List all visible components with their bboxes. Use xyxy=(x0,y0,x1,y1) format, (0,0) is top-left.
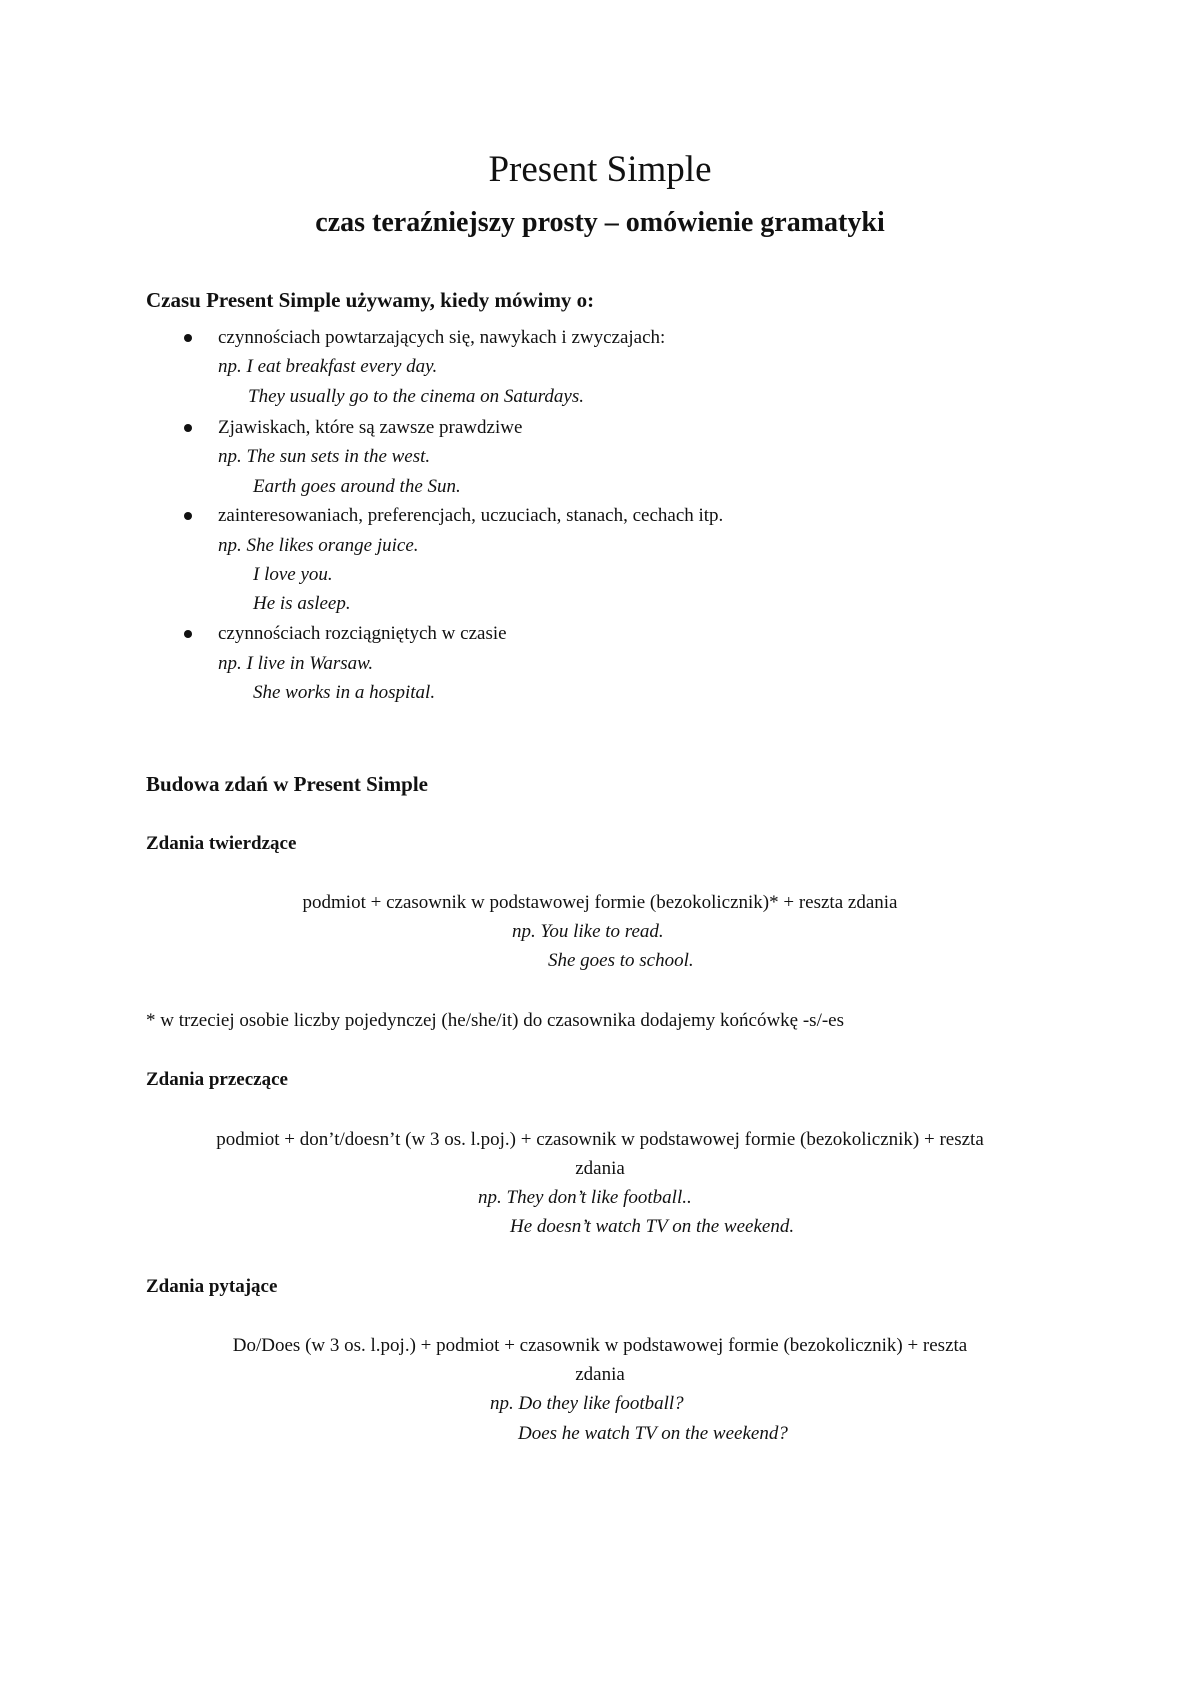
usage-item-3-example-3: He is asleep. xyxy=(253,593,351,614)
usage-item-2-example-1: np. The sun sets in the west. xyxy=(218,446,431,467)
usage-item-4-example-2: She works in a hospital. xyxy=(253,682,436,703)
affirmative-example-1: np. You like to read. xyxy=(512,921,664,942)
structure-heading: Budowa zdań w Present Simple xyxy=(146,772,428,796)
affirmative-heading: Zdania twierdzące xyxy=(146,833,297,854)
question-example-2: Does he watch TV on the weekend? xyxy=(518,1423,788,1444)
usage-heading: Czasu Present Simple używamy, kiedy mówimy o: xyxy=(146,288,595,312)
page-title: Present Simple xyxy=(488,149,712,190)
question-example-1: np. Do they like football? xyxy=(490,1393,684,1414)
usage-item-3-example-1: np. She likes orange juice. xyxy=(218,535,419,556)
page-subtitle: czas teraźniejszy prosty – omówienie gramatyki xyxy=(315,207,885,238)
negative-example-2: He doesn’t watch TV on the weekend. xyxy=(510,1216,795,1237)
affirmative-example-2: She goes to school. xyxy=(548,950,694,971)
question-heading: Zdania pytające xyxy=(146,1276,278,1297)
bullet-icon xyxy=(184,512,192,520)
usage-item-2-example-2: Earth goes around the Sun. xyxy=(253,476,461,497)
usage-item-1: czynnościach powtarzających się, nawykach i zwyczajach: xyxy=(218,327,666,348)
usage-item-3-example-2: I love you. xyxy=(253,564,333,585)
bullet-icon xyxy=(184,424,192,432)
affirmative-note: * w trzeciej osobie liczby pojedynczej (he/she/it) do czasownika dodajemy końcówkę -s/-es xyxy=(146,1010,845,1031)
usage-item-4: czynnościach rozciągniętych w czasie xyxy=(218,623,507,644)
affirmative-formula: podmiot + czasownik w podstawowej formie (bezokolicznik)* + reszta zdania xyxy=(302,892,898,913)
bullet-icon xyxy=(184,630,192,638)
negative-formula: podmiot + don’t/doesn’t (w 3 os. l.poj.) + czasownik w podstawowej formie (bezokolicznik) + reszta xyxy=(216,1129,984,1150)
usage-item-1-example-1: np. I eat breakfast every day. xyxy=(218,356,438,377)
question-formula-continued: zdania xyxy=(575,1364,625,1385)
usage-item-3: zainteresowaniach, preferencjach, uczuciach, stanach, cechach itp. xyxy=(218,505,724,526)
usage-item-1-example-2: They usually go to the cinema on Saturdays. xyxy=(248,386,584,407)
negative-example-1: np. They don’t like football.. xyxy=(478,1187,692,1208)
negative-formula-continued: zdania xyxy=(575,1158,625,1179)
negative-heading: Zdania przeczące xyxy=(146,1069,288,1090)
bullet-icon xyxy=(184,334,192,342)
usage-item-2: Zjawiskach, które są zawsze prawdziwe xyxy=(218,417,523,438)
question-formula: Do/Does (w 3 os. l.poj.) + podmiot + czasownik w podstawowej formie (bezokolicznik) + reszta xyxy=(232,1335,968,1356)
usage-item-4-example-1: np. I live in Warsaw. xyxy=(218,653,374,674)
